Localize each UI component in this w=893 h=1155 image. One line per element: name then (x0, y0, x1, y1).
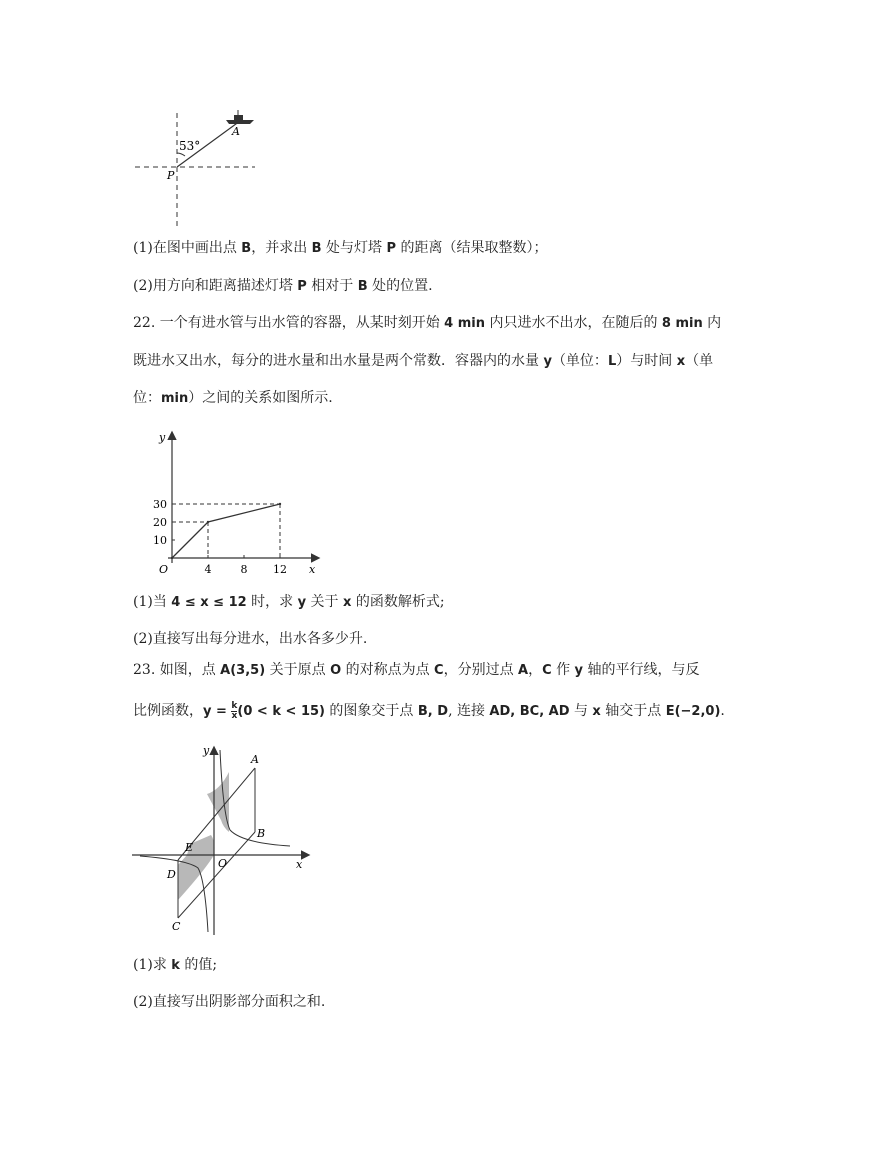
shaded-region-left (178, 835, 215, 900)
x-tick-label: 8 (240, 563, 248, 576)
label-e: E (185, 841, 194, 854)
label-a: A (251, 753, 259, 766)
q22-line2: 既进水又出水，每分的进水量和出水量是两个常数．容器内的水量 y（单位：L）与时间 x（单 (133, 353, 714, 369)
data-point (279, 503, 281, 505)
shaded-region-right (207, 772, 229, 832)
series-line (172, 504, 280, 558)
q22-line1: 22. 一个有进水管与出水管的容器，从某时刻开始 4 min 内只进水不出水，在随后的 8 min 内 (133, 315, 722, 331)
label-d: D (167, 868, 176, 881)
point-a-label: A (232, 125, 240, 138)
q22-part1: (1)当 4 ≤ x ≤ 12 时，求 y 关于 x 的函数解析式; (133, 594, 445, 610)
k-over-x-fraction: $\frac{k}{x}$ (231, 700, 238, 721)
y-axis-label: y (159, 431, 166, 444)
label-o: O (218, 857, 228, 870)
q21-part2: (2)用方向和距离描述灯塔 P 相对于 B 处的位置. (133, 278, 433, 294)
y-tick-label: 20 (153, 516, 167, 529)
q22-line3: 位：min）之间的关系如图所示. (133, 390, 333, 406)
x-tick-label: 4 (204, 563, 212, 576)
label-c: C (172, 920, 181, 933)
point-p-label: P (167, 169, 175, 182)
q22-part2: (2)直接写出每分进水，出水各多少升. (133, 631, 368, 647)
origin-label: O (159, 563, 169, 576)
bearing-figure (130, 105, 260, 230)
water-volume-chart (140, 425, 330, 580)
data-point (207, 521, 209, 523)
q23-part2: (2)直接写出阴影部分面积之和. (133, 994, 326, 1010)
q23-part1: (1)求 k 的值; (133, 957, 218, 973)
x-axis-label: x (309, 563, 316, 576)
data-point (171, 557, 173, 559)
label-b: B (257, 827, 266, 840)
y-tick-label: 10 (153, 534, 167, 547)
y-tick-label: 30 (153, 498, 167, 511)
q21-part1: (1)在图中画出点 B，并求出 B 处与灯塔 P 的距离（结果取整数）； (133, 240, 548, 256)
label-y: y (203, 744, 210, 757)
label-x: x (296, 858, 303, 871)
q23-line2: 比例函数，y = $\frac{k}{x}$ (0 < k < 15) 的图象交于点 B, D, 连接 AD, BC, AD 与 x 轴交于点 E(−2,0). (133, 700, 725, 721)
inverse-function-figure (130, 740, 315, 940)
angle-label: 53° (179, 139, 201, 153)
ship-icon (226, 110, 254, 124)
q23-line1: 23. 如图，点 A(3,5) 关于原点 O 的对称点为点 C，分别过点 A，C 作 y 轴的平行线，与反 (133, 662, 700, 678)
x-tick-label: 12 (273, 563, 287, 576)
